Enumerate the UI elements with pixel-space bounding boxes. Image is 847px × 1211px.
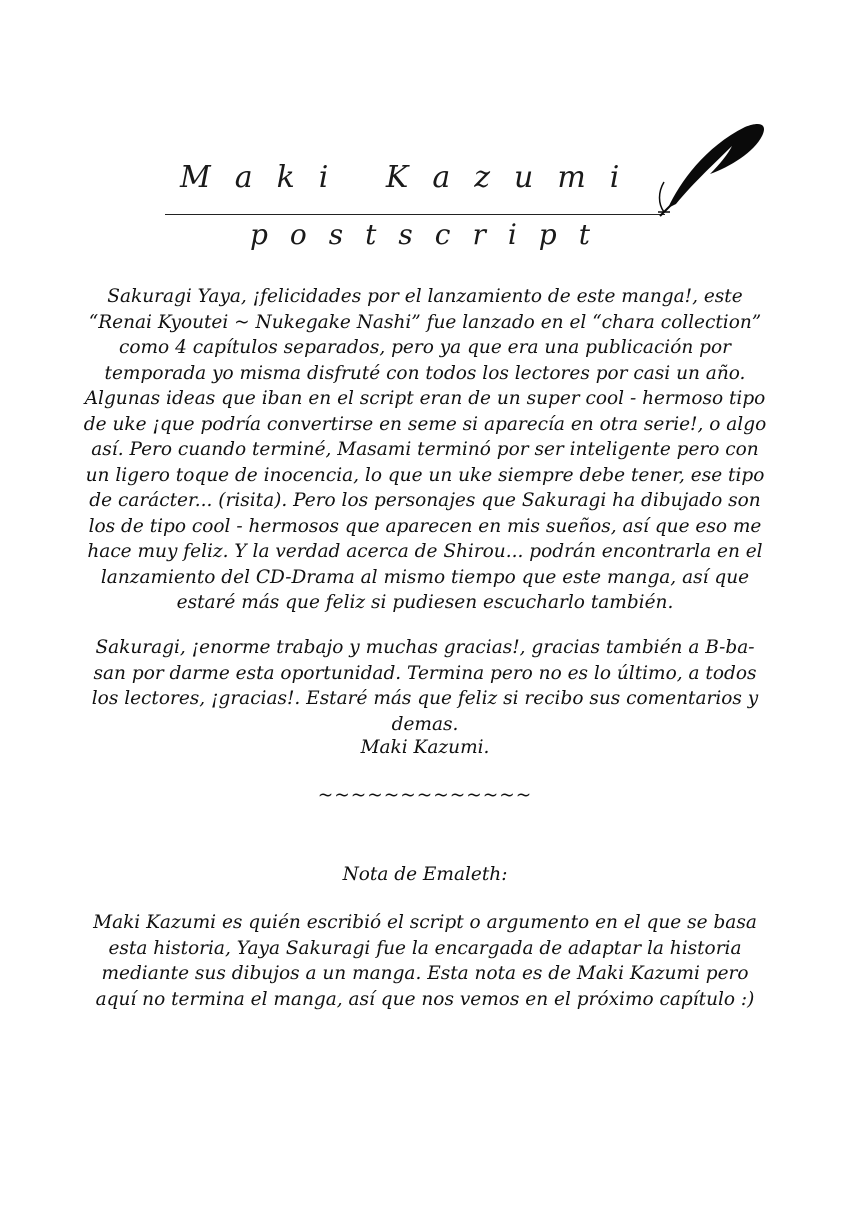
tilde-separator: ~~~~~~~~~~~~~ (317, 785, 533, 806)
translator-note-text: Maki Kazumi es quién escribió el script o argumento en el que se basa esta historia, Yaya Sakuragi fue la encargada de adaptar la historia mediante sus dibujos a un manga. Esta nota es de Maki Kazumi pero aquí no termina el manga, así que nos vemos en el próximo capítulo :) (93, 912, 757, 1010)
postscript-paragraph-2: Sakuragi, ¡enorme trabajo y muchas gracias!, gracias también a B-ba-san por darme esta oportunidad. Termina pero no es lo último, a todos los lectores, ¡gracias!. Estaré más que feliz si recibo sus comentarios y demas. (91, 637, 759, 735)
header-subtitle: postscript (250, 218, 612, 251)
quill-pen-icon (650, 112, 770, 222)
postscript-paragraph-1: Sakuragi Yaya, ¡felicidades por el lanzamiento de este manga!, este “Renai Kyoutei ~ Nukegake Nashi” fue lanzado en el “chara collection” como 4 capítulos separados, pero ya que era una publicación por temporada yo misma disfruté con todos los lectores por casi un año. Algunas ideas que iban en el script eran de un super cool - hermoso tipo de uke ¡que podría convertirse en seme si aparecía en otra serie!, o algo así. Pero cuando terminé, Masami terminó por ser inteligente pero con un ligero toque de inocencia, lo que un uke siempre debe tener, ese tipo de carácter... (risita). Pero los personajes que Sakuragi ha dibujado son los de tipo cool - hermosos que aparecen en mis sueños, así que eso me hace muy feliz. Y la verdad acerca de Shirou... podrán encontrarla en el lanzamiento del CD-Drama al mismo tiempo que este manga, así que estaré más que feliz si pudiesen escucharlo también. (83, 286, 767, 613)
header-underline (165, 214, 665, 215)
translator-note-title: Nota de Emaleth: (342, 864, 508, 885)
header-title: Maki Kazumi (180, 160, 644, 195)
author-signature: Maki Kazumi. (360, 737, 490, 758)
